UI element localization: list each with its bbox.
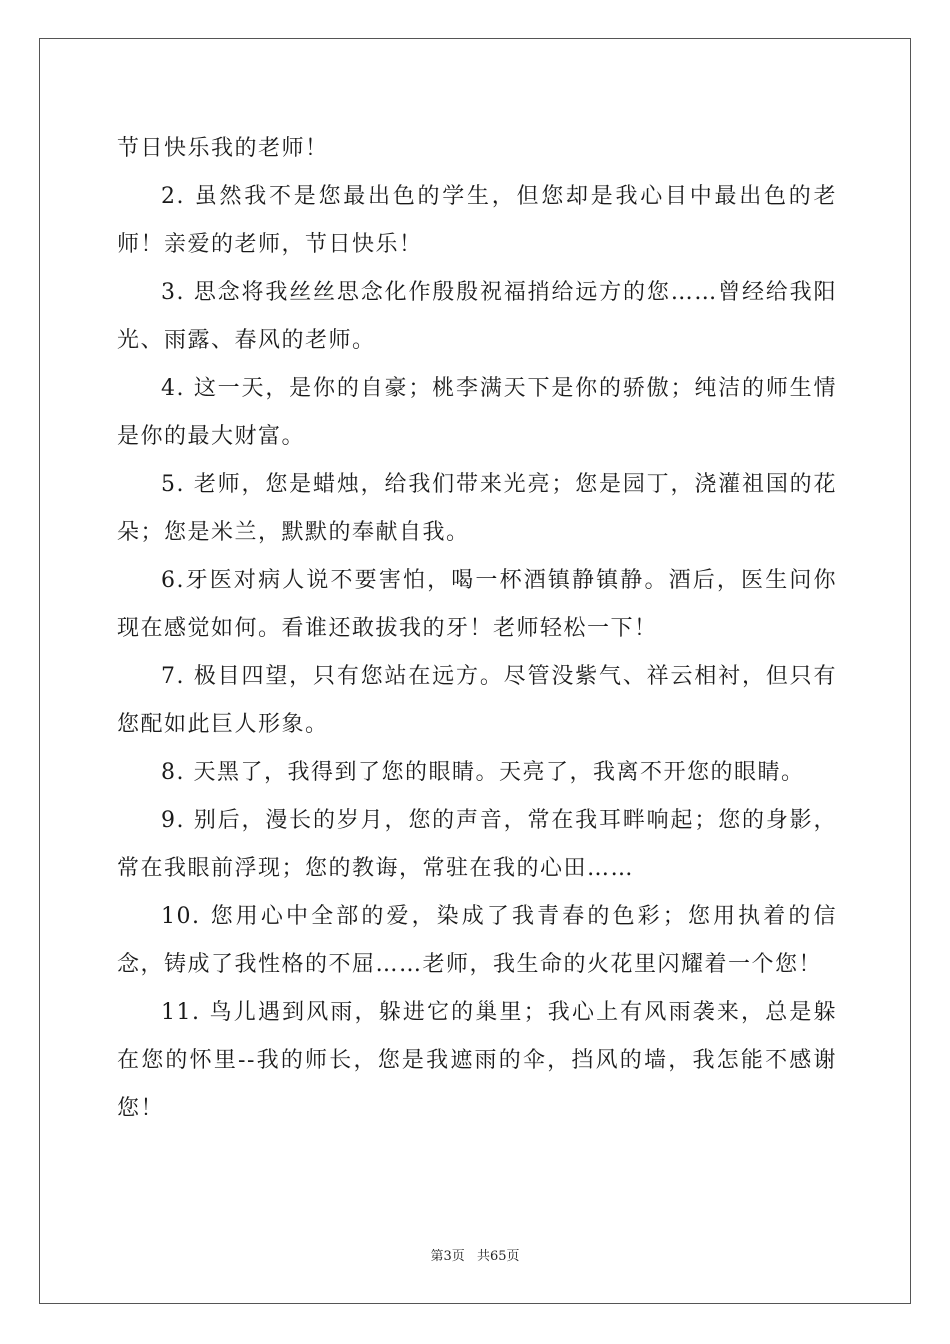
document-body	[117, 125, 837, 1133]
page-number: 第3页	[430, 1249, 465, 1264]
paragraph-4: 4. 这一天，是你的自豪；桃李满天下是你的骄傲；纯洁的师生情是你的最大财富。	[117, 376, 837, 449]
paragraph-10: 10. 您用心中全部的爱，染成了我青春的色彩；您用执着的信念，铸成了我性格的不屈……老师，我生命的火花里闪耀着一个您！	[117, 904, 837, 977]
paragraph-continuation: 节日快乐我的老师！	[117, 136, 329, 161]
paragraph-5: 5. 老师，您是蜡烛，给我们带来光亮；您是园丁，浇灌祖国的花朵；您是米兰，默默的奉献自我。	[117, 472, 837, 545]
paragraph-8: 8. 天黑了，我得到了您的眼睛。天亮了，我离不开您的眼睛。	[161, 760, 805, 785]
paragraph-2: 2. 虽然我不是您最出色的学生，但您却是我心目中最出色的老师！亲爱的老师，节日快乐！	[117, 184, 837, 257]
paragraph-3: 3. 思念将我丝丝思念化作殷殷祝福捎给远方的您……曾经给我阳光、雨露、春风的老师。	[117, 280, 837, 353]
paragraph-6: 6.牙医对病人说不要害怕，喝一杯酒镇静镇静。酒后，医生问你现在感觉如何。看谁还敢拔我的牙！老师轻松一下！	[117, 568, 837, 641]
paragraph-7: 7. 极目四望，只有您站在远方。尽管没紫气、祥云相衬，但只有您配如此巨人形象。	[117, 664, 837, 737]
paragraph-9: 9. 别后，漫长的岁月，您的声音，常在我耳畔响起；您的身影，常在我眼前浮现；您的教诲，常驻在我的心田……	[117, 808, 837, 881]
paragraph-11: 11. 鸟儿遇到风雨，躲进它的巢里；我心上有风雨袭来，总是躲在您的怀里--我的师长，您是我遮雨的伞，挡风的墙，我怎能不感谢您！	[117, 1000, 837, 1121]
page-footer	[0, 1248, 950, 1266]
page-total: 共65页	[476, 1249, 520, 1264]
